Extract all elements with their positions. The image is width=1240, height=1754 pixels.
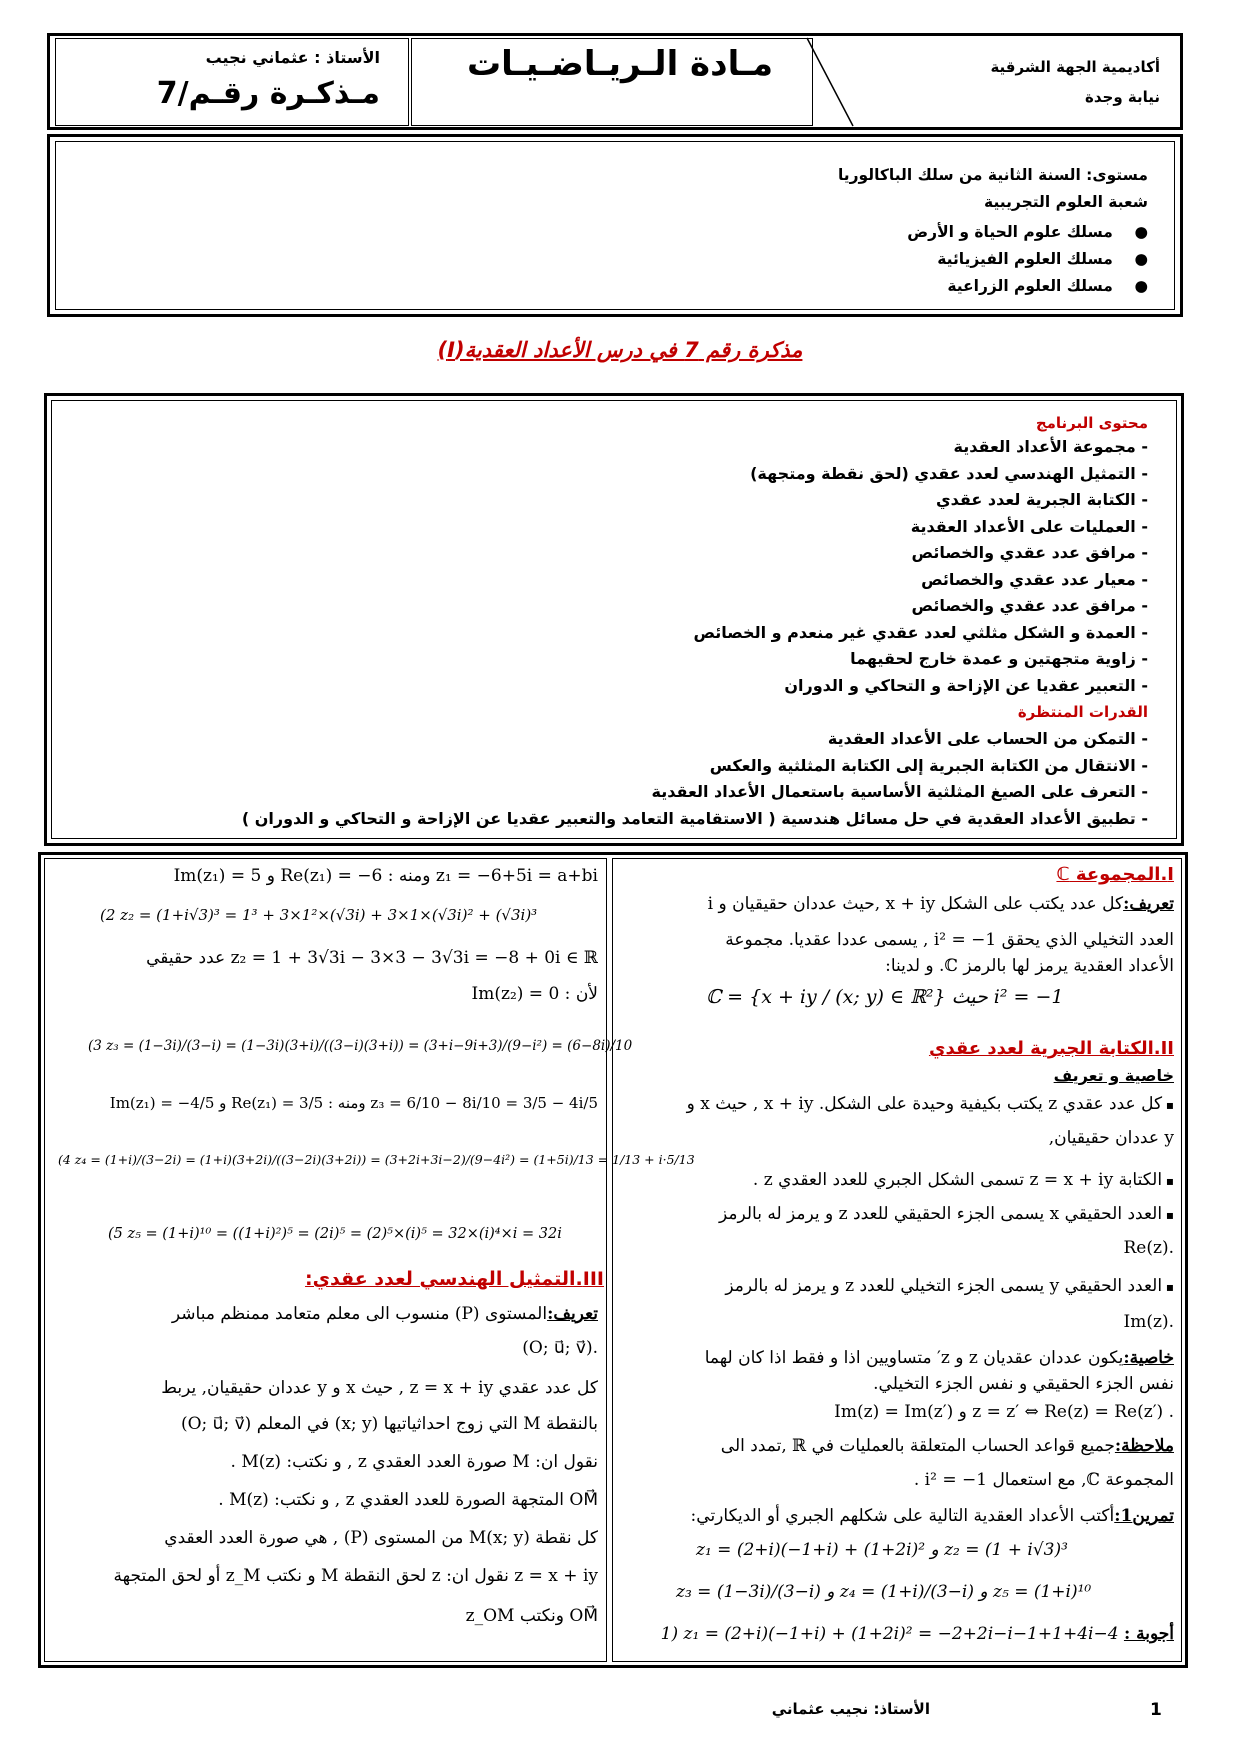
- track-item: ● مسلك علوم الحياة و الأرض: [907, 223, 1148, 241]
- note-number: مـذكـرة رقـم/7: [156, 76, 380, 111]
- answer-3-line-1: (3 z₃ = (1−3i)/(3−i) = (1−3i)(3+i)/((3−i)(3+i)) = (3+i−9i+3)/(9−i²) = (6−8i)/10: [88, 1038, 633, 1054]
- def-3-line-1: تعريف:المستوى (P) منسوب الى معلم متعامد ممنظم مباشر: [171, 1304, 598, 1324]
- bullet-icon: ●: [1112, 223, 1148, 241]
- bullet-3-line-1: ▪ العدد الحقيقي x يسمى الجزء الحقيقي للعدد z و يرمز له بالرمز: [719, 1204, 1174, 1224]
- teacher-name: الأستاذ : عثماني نجيب: [205, 48, 380, 67]
- track-list: [907, 219, 1148, 300]
- para-line-1: كل عدد عقدي z = x + iy , حيث x و y عددان حقيقيان, يربط: [161, 1378, 598, 1398]
- skill-item: - التمكن من الحساب على الأعداد العقدية: [242, 726, 1148, 753]
- para-line-6: z = x + iy نقول ان: z لحق النقطة M و نكتب z_M أو لحق المتجهة: [113, 1566, 598, 1586]
- page-number: 1: [1150, 1700, 1162, 1720]
- skills-heading: القدرات المنتظرة: [1017, 703, 1148, 721]
- section-1-title: I.المجموعة ℂ: [1056, 864, 1174, 885]
- skill-item: - تطبيق الأعداد العقدية في حل مسائل هندسية ( الاستقامية التعامد والتعبير عقديا عن الإزاحة و التحاكي و الدوران ): [242, 806, 1148, 833]
- track-item: ● مسلك العلوم الزراعية: [947, 277, 1148, 295]
- program-item: - الكتابة الجبرية لعدد عقدي: [693, 487, 1148, 514]
- program-item: - مرافق عدد عقدي والخصائص: [693, 593, 1148, 620]
- skill-item: - الانتقال من الكتابة الجبرية إلى الكتابة المثلثية والعكس: [242, 753, 1148, 780]
- program-item: - مرافق عدد عقدي والخصائص: [693, 540, 1148, 567]
- para-line-4: OM⃗ المتجهة الصورة للعدد العقدي z , و نكتب: M(z) .: [218, 1490, 598, 1510]
- left-column: [48, 862, 695, 1658]
- answer-5: (5 z₅ = (1+i)¹⁰ = ((1+i)²)⁵ = (2i)⁵ = (2)⁵×(i)⁵ = 32×(i)⁴×i = 32i: [108, 1226, 562, 1242]
- track-item: ● مسلك العلوم الفيزيائية: [937, 250, 1148, 268]
- doc-title: مذكرة رقم 7 في درس الأعداد العقدية(I): [437, 338, 803, 362]
- remark-line-1: ملاحظة:جميع قواعد الحساب المتعلقة بالعمليات في ℝ ,تمدد الى: [720, 1436, 1174, 1456]
- directorate-name: نيابة وجدة: [1085, 88, 1160, 106]
- answer-4: (4 z₄ = (1+i)/(3−2i) = (1+i)(3+2i)/((3−2i)(3+2i)) = (3+2i+3i−2)/(9−4i²) = (1+5i)/13 = 1/13 + i·5/13: [58, 1152, 695, 1167]
- property-title: خاصية و تعريف: [1053, 1066, 1174, 1085]
- right-column: [616, 862, 1174, 1658]
- def-1-line-2: العدد التخيلي الذي يحقق i² = −1 , يسمى عددا عقديا. مجموعة: [725, 930, 1174, 950]
- property-2-line-3: . z = z′ ⇔ Re(z) = Re(z′) و Im(z) = Im(z′): [834, 1402, 1174, 1422]
- program-item: - التمثيل الهندسي لعدد عقدي (لحق نقطة ومتجهة): [693, 461, 1148, 488]
- bullet-1-line-1: ▪ كل عدد عقدي z يكتب بكيفية وحيدة على الشكل. x + iy , حيث x و: [687, 1094, 1174, 1114]
- program-list: [693, 434, 1148, 699]
- para-line-5: كل نقطة M(x; y) من المستوى (P) , هي صورة العدد العقدي: [164, 1528, 598, 1548]
- header-diagonal: [805, 36, 855, 128]
- answer-3-line-2: z₃ = 6/10 − 8i/10 = 3/5 − 4i/5 ومنه : Re(z₁) = 3/5 و Im(z₁) = −4/5: [109, 1094, 598, 1112]
- para-line-2: بالنقطة M التي زوج احداثياتيها (x; y) في المعلم (O; u⃗; v⃗): [180, 1414, 598, 1434]
- answer-2-line-2: z₂ = 1 + 3√3i − 3×3 − 3√3i = −8 + 0i ∈ ℝ عدد حقيقي: [146, 948, 598, 968]
- bullet-4-line-1: ▪ العدد الحقيقي y يسمى الجزء التخيلي للعدد z و يرمز له بالرمز: [725, 1276, 1174, 1296]
- program-heading: محتوى البرنامج: [1035, 414, 1148, 432]
- level-branch: شعبة العلوم التجريبية: [984, 193, 1148, 211]
- program-item: - العمدة و الشكل مثلثي لعدد عقدي غير منعدم و الخصائص: [693, 620, 1148, 647]
- answer-line: أجوبة : 1) z₁ = (2+i)(−1+i) + (1+2i)² = −2+2i−i−1+1+4i−4: [660, 1624, 1174, 1644]
- program-item: - مجموعة الأعداد العقدية: [693, 434, 1148, 461]
- bullet-icon: ●: [1112, 250, 1148, 268]
- def-1-line-1: تعريف:كل عدد يكتب على الشكل x + iy ,حيث عددان حقيقيان و i: [707, 894, 1174, 914]
- program-item: - زاوية متجهتين و عمدة خارج لحقيهما: [693, 646, 1148, 673]
- program-item: - معيار عدد عقدي والخصائص: [693, 567, 1148, 594]
- level-title: مستوى: السنة الثانية من سلك الباكالوريا: [837, 166, 1148, 184]
- def-3-line-2: .(O; u⃗; v⃗): [522, 1338, 598, 1358]
- program-item: - العمليات على الأعداد العقدية: [693, 514, 1148, 541]
- skills-list: [242, 726, 1148, 832]
- def-1-formula: ℂ = {x + iy / (x; y) ∈ ℝ²} حيث i² = −1: [706, 986, 1064, 1008]
- para-line-3: نقول ان: M صورة العدد العقدي z , و نكتب: M(z) .: [230, 1452, 598, 1472]
- bullet-icon: ●: [1112, 277, 1148, 295]
- property-2-line-2: نفس الجزء الحقيقي و نفس الجزء التخيلي.: [873, 1374, 1174, 1394]
- answer-2-line-1: (2 z₂ = (1+i√3)³ = 1³ + 3×1²×(√3i) + 3×1×(√3i)² + (√3i)³: [100, 906, 538, 924]
- footer-teacher: الأستاذ: نجيب عثماني: [771, 1700, 930, 1718]
- bullet-2: ▪ الكتابة z = x + iy تسمى الشكل الجبري للعدد العقدي z .: [753, 1170, 1174, 1190]
- para-line-7: OM⃗ ونكتب z_OM: [465, 1606, 598, 1626]
- academy-name: أكاديمية الجهة الشرقية: [990, 58, 1160, 76]
- property-2-line-1: خاصية:يكون عددان عقديان z و z′ متساويين اذا و فقط اذا كان لهما: [704, 1348, 1174, 1368]
- remark-line-2: المجموعة ℂ, مع استعمال i² = −1 .: [913, 1470, 1174, 1490]
- answer-1-result: z₁ = −6+5i = a+bi ومنه : Re(z₁) = −6 و Im(z₁) = 5: [173, 866, 598, 886]
- bullet-1-line-2: y عددان حقيقيان,: [1048, 1128, 1174, 1148]
- answer-2-line-3: لأن : Im(z₂) = 0: [471, 984, 598, 1004]
- subject-title: مـادة الـريـاضـيـات: [466, 44, 774, 84]
- exercise-formula-2: z₃ = (1−3i)/(3−i) و z₄ = (1+i)/(3−i) و z₅ = (1+i)¹⁰: [676, 1582, 1092, 1602]
- section-3-title: III.التمثيل الهندسي لعدد عقدي:: [305, 1268, 604, 1290]
- def-1-line-3: الأعداد العقدية يرمز لها بالرمز ℂ. و لدينا:: [885, 956, 1174, 976]
- bullet-4-line-2: .Im(z): [1123, 1312, 1174, 1332]
- bullet-3-line-2: .Re(z): [1123, 1238, 1174, 1258]
- skill-item: - التعرف على الصيغ المثلثية الأساسية باستعمال الأعداد العقدية: [242, 779, 1148, 806]
- section-2-title: II.الكتابة الجبرية لعدد عقدي: [928, 1038, 1174, 1059]
- program-item: - التعبير عقديا عن الإزاحة و التحاكي و الدوران: [693, 673, 1148, 700]
- exercise-formula-1: z₁ = (2+i)(−1+i) + (1+2i)² و z₂ = (1 + i√3)³: [696, 1540, 1068, 1560]
- exercise-line: تمرين1:أكتب الأعداد العقدية التالية على شكلهم الجبري أو الديكارتي:: [690, 1506, 1174, 1526]
